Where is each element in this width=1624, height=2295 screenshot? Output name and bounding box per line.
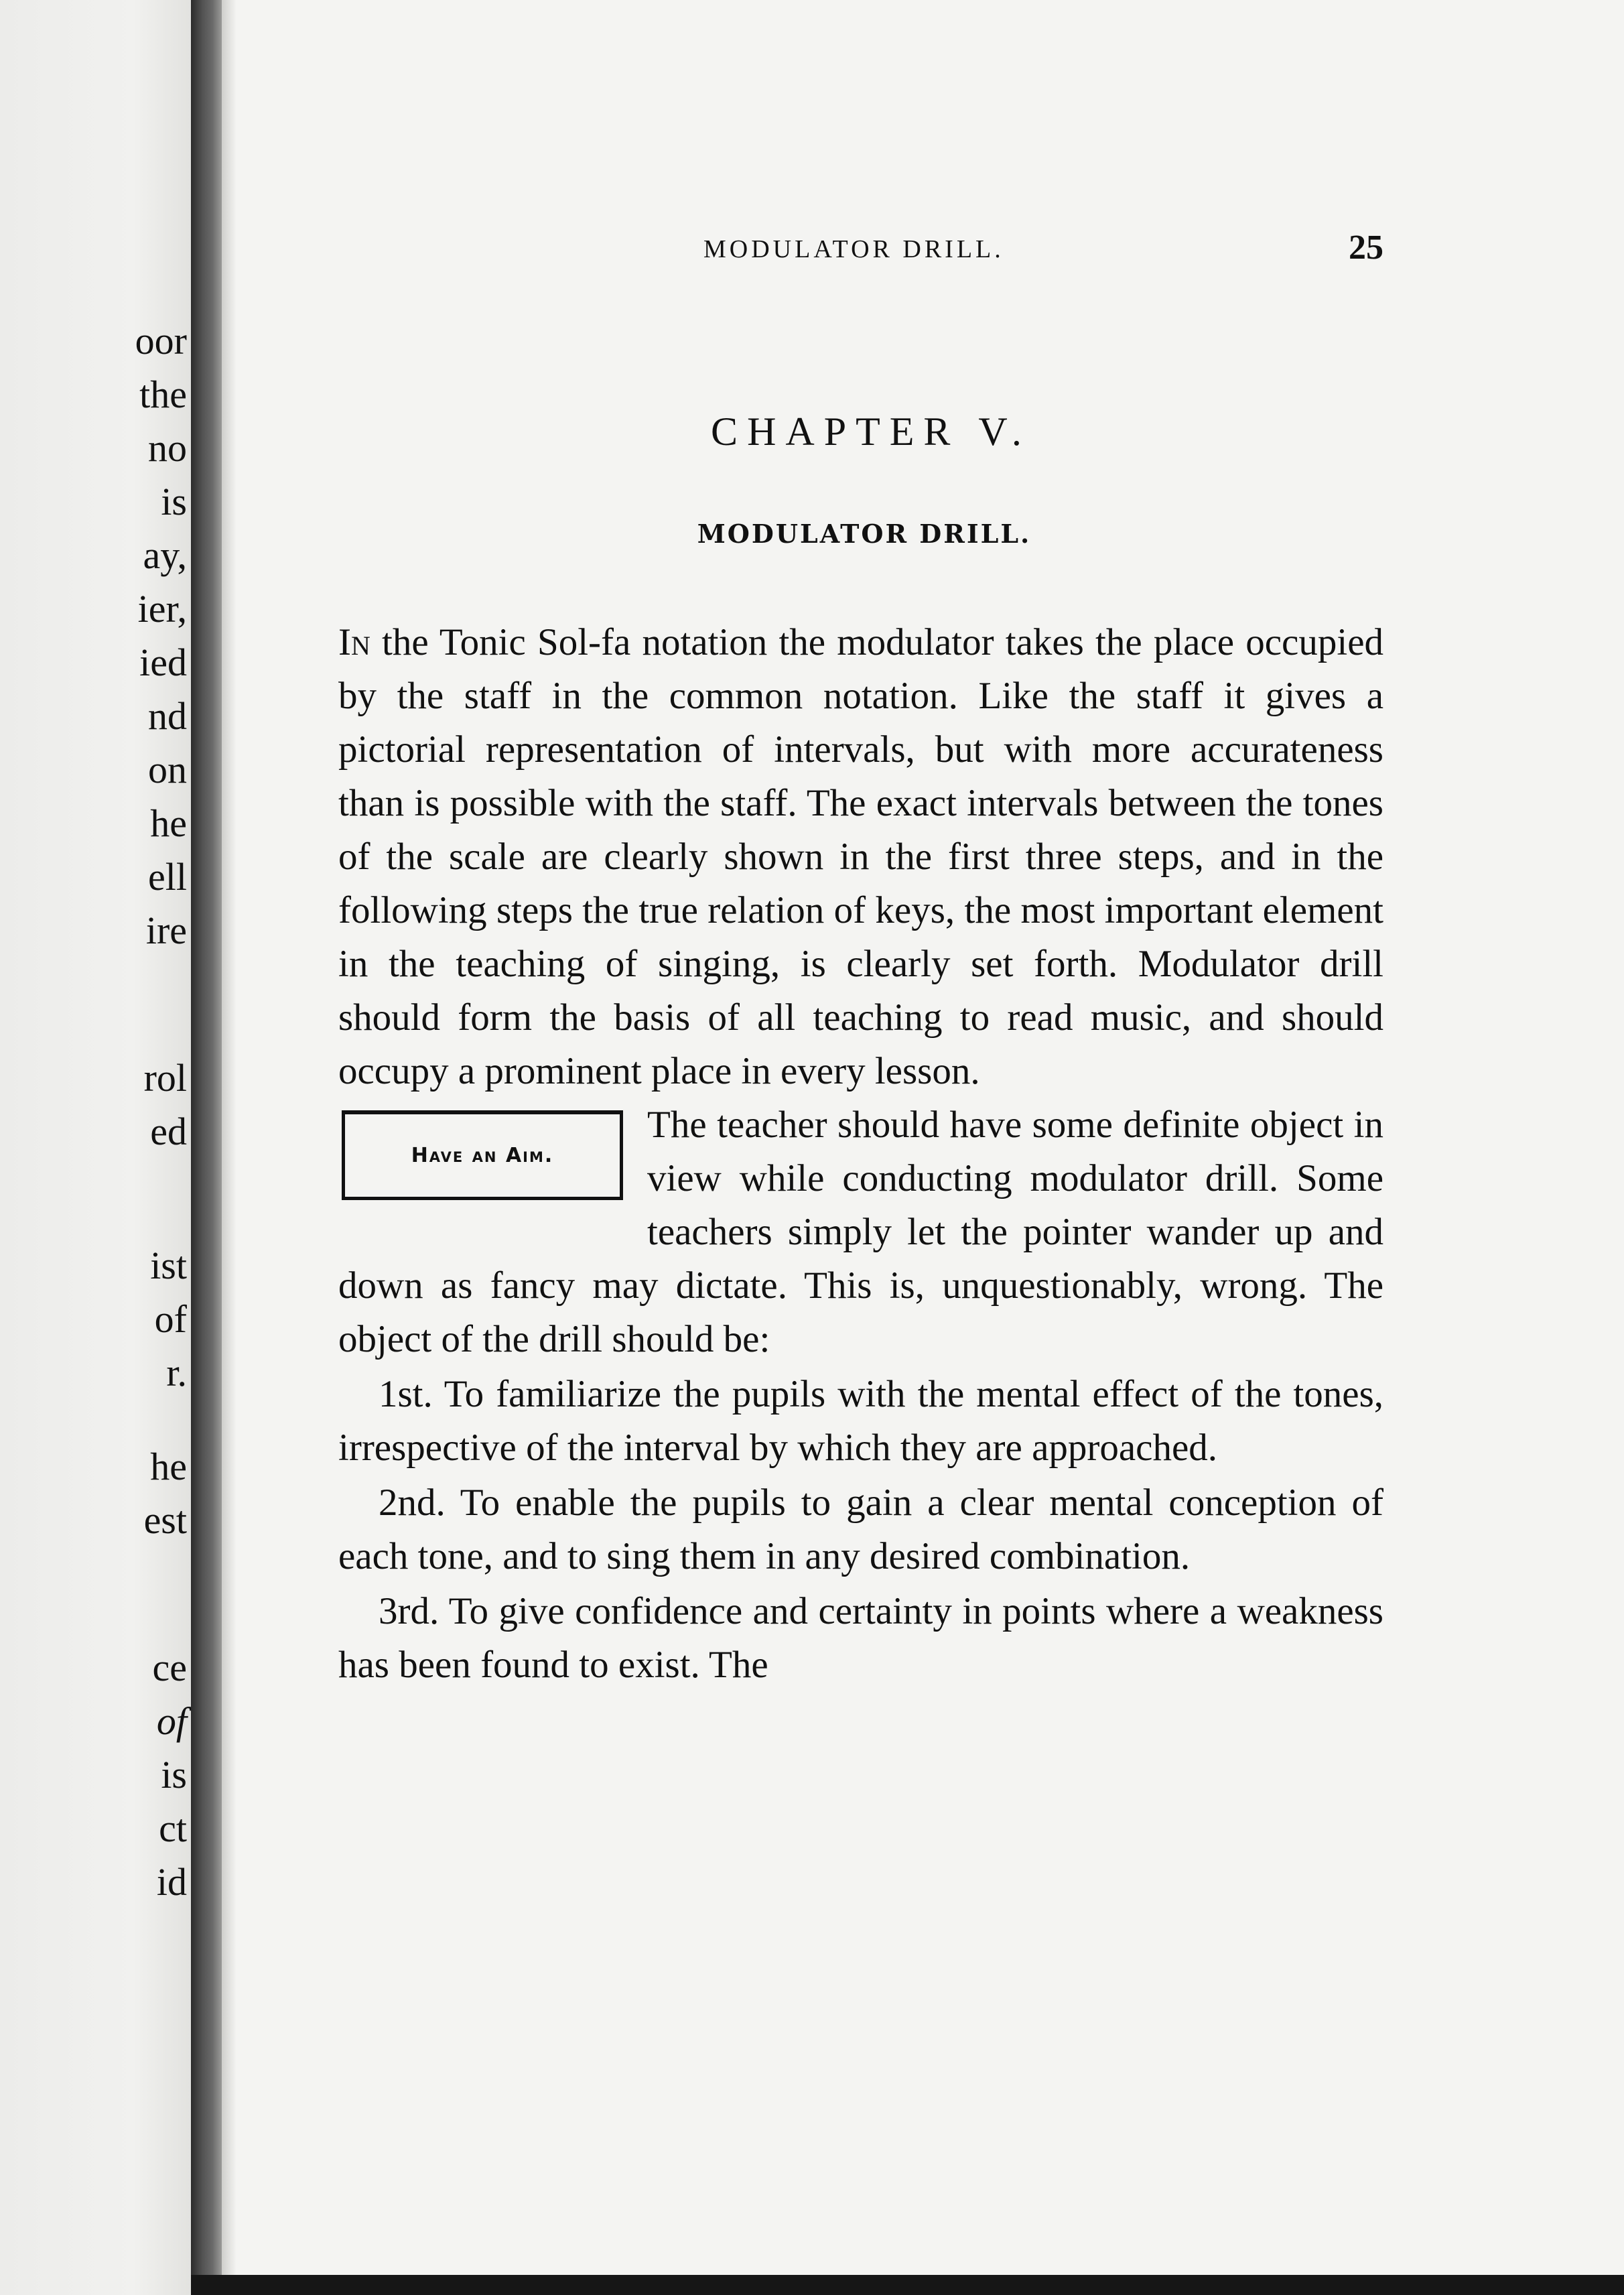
- facing-page-fragment: of: [156, 1699, 187, 1743]
- facing-page-fragment: ire: [145, 909, 187, 952]
- running-header: [338, 228, 1383, 275]
- list-item-first: 1st. To familiarize the pupils with the mental effect of the tones, irrespective of the interval by which they are approached.: [338, 1373, 1383, 1469]
- sidenote-label: Have an Aim.: [411, 1144, 554, 1167]
- facing-page-fragment: ist: [150, 1244, 187, 1287]
- facing-page-fragment: ct: [159, 1807, 187, 1850]
- facing-page-fragment: ed: [150, 1110, 187, 1153]
- chapter-title: CHAPTER V.: [711, 409, 1031, 454]
- facing-page-fragment: of: [154, 1297, 187, 1341]
- facing-page-fragment: oor: [135, 319, 187, 363]
- facing-page-fragment: ier,: [137, 587, 187, 631]
- aim-section: [338, 1098, 1383, 1366]
- section-title: MODULATOR DRILL.: [697, 519, 1032, 549]
- scan-bottom-edge: [191, 2275, 1624, 2295]
- facing-page-edge: [0, 0, 191, 2295]
- facing-page-fragment: ell: [148, 855, 187, 899]
- facing-page-fragment: rol: [143, 1056, 187, 1100]
- facing-page-fragment: no: [148, 426, 187, 470]
- facing-page-fragment: is: [161, 1753, 187, 1796]
- paragraph-lead-word: In: [338, 621, 370, 663]
- facing-page-fragment: ce: [152, 1646, 187, 1689]
- facing-page-fragment: est: [143, 1498, 187, 1542]
- facing-page-fragment: is: [161, 480, 187, 523]
- paragraph-intro: [338, 616, 1383, 1098]
- gutter-shadow: [222, 0, 236, 2295]
- running-title: MODULATOR DRILL.: [703, 235, 1004, 263]
- facing-page-fragment: r.: [166, 1351, 187, 1394]
- facing-page-fragment: he: [150, 1445, 187, 1488]
- facing-page-fragment: nd: [148, 694, 187, 738]
- sidenote-box: [342, 1110, 623, 1200]
- facing-page-fragment: ied: [139, 641, 187, 684]
- list-item-third: 3rd. To give confidence and certainty in points where a weakness has been found to exist. The: [338, 1590, 1383, 1686]
- list-item-second: 2nd. To enable the pupils to gain a clear mental conception of each tone, and to sing them in any desired combination.: [338, 1482, 1383, 1577]
- facing-page-fragment: on: [148, 748, 187, 791]
- book-gutter: [191, 0, 222, 2295]
- facing-page-fragment: id: [156, 1860, 187, 1904]
- page-number: 25: [1349, 228, 1383, 267]
- paragraph-aim: The teacher should have some definite object in view while conducting modulator drill. Some teachers simply let the pointer wander up and down as fancy may dictate. This is, unquestionably, wrong. The object of the drill should be:: [338, 1104, 1383, 1360]
- facing-page-fragment: the: [139, 373, 187, 416]
- book-page: [338, 228, 1383, 1692]
- facing-page-fragment: ay,: [143, 533, 187, 577]
- paragraph-intro-text: the Tonic Sol-fa notation the modulator takes the place occupied by the staff in the common notation. Like the staff it gives a pictorial representation of intervals, but with more accurateness than is possible with the staff. The exact intervals between the tones of the scale are clearly shown in the first three steps, and in the following steps the true relation of keys, the most important element in the teaching of singing, is clearly set forth. Modulator drill should form the basis of all teaching to read music, and should occupy a prominent place in every lesson.: [338, 621, 1383, 1092]
- facing-page-fragment: he: [150, 801, 187, 845]
